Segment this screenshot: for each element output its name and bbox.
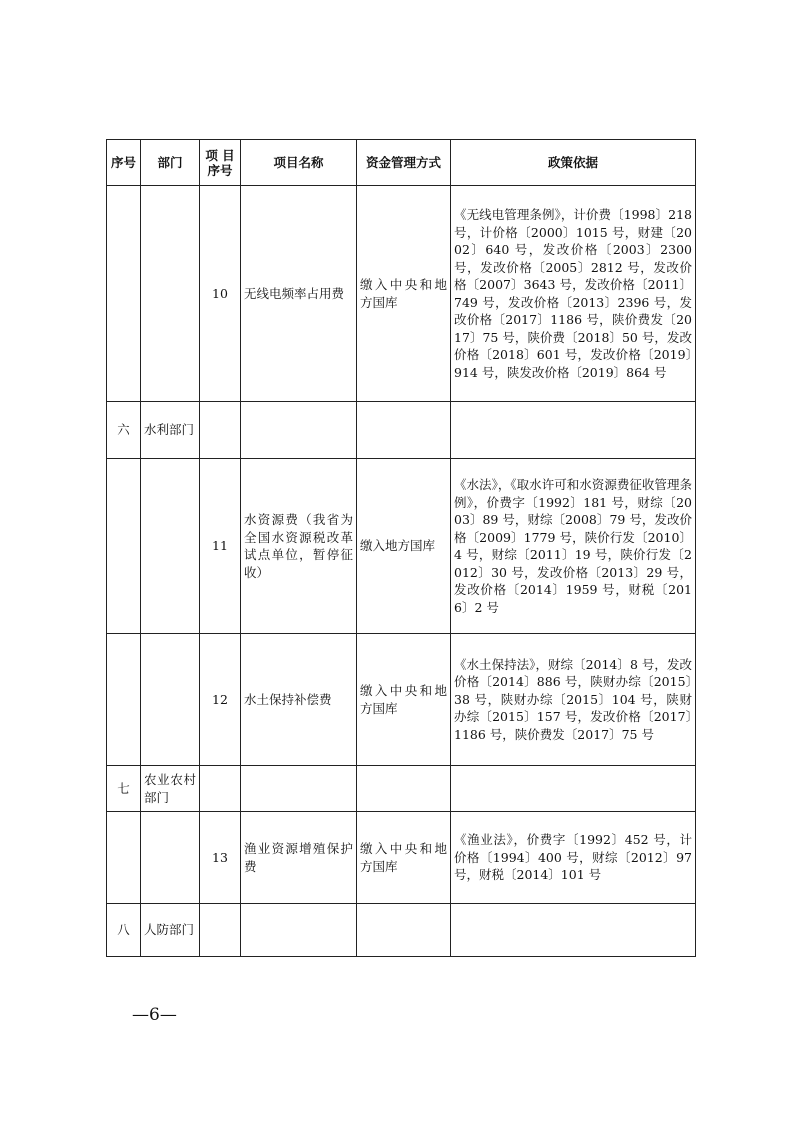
cell-item-seq: 10 <box>200 186 241 402</box>
cell-fund: 缴入中央和地方国库 <box>357 812 451 904</box>
cell-fund <box>357 402 451 459</box>
cell-dept <box>141 812 200 904</box>
page-number: —6— <box>132 1005 177 1025</box>
cell-name <box>241 904 357 957</box>
cell-seq: 八 <box>107 904 141 957</box>
cell-name: 渔业资源增殖保护费 <box>241 812 357 904</box>
header-fund: 资金管理方式 <box>357 140 451 186</box>
header-dept: 部门 <box>141 140 200 186</box>
table-row <box>107 186 696 402</box>
cell-fund: 缴入中央和地方国库 <box>357 634 451 766</box>
cell-fund <box>357 904 451 957</box>
cell-policy: 《渔业法》，价费字〔1992〕452 号，计价格〔1994〕400 号，财综〔2012〕97 号，财税〔2014〕101 号 <box>451 812 696 904</box>
header-row <box>107 140 696 186</box>
table-row <box>107 904 696 957</box>
table-row <box>107 766 696 812</box>
cell-item-seq: 11 <box>200 459 241 634</box>
cell-dept: 农业农村部门 <box>141 766 200 812</box>
header-seq: 序号 <box>107 140 141 186</box>
cell-dept <box>141 634 200 766</box>
table-row <box>107 459 696 634</box>
cell-seq <box>107 186 141 402</box>
cell-fund <box>357 766 451 812</box>
cell-item-seq <box>200 402 241 459</box>
cell-seq <box>107 459 141 634</box>
cell-seq: 六 <box>107 402 141 459</box>
cell-policy: 《水土保持法》，财综〔2014〕8 号，发改价格〔2014〕886 号，陕财办综〔2015〕38 号，陕财办综〔2015〕104 号，陕财办综〔2015〕157 号，发改价格〔2017〕1186 号，陕价费发〔2017〕75 号 <box>451 634 696 766</box>
cell-name <box>241 402 357 459</box>
table-row <box>107 402 696 459</box>
cell-policy <box>451 766 696 812</box>
cell-policy <box>451 402 696 459</box>
cell-dept <box>141 459 200 634</box>
fee-table <box>106 139 696 957</box>
cell-name <box>241 766 357 812</box>
cell-dept: 水利部门 <box>141 402 200 459</box>
cell-fund: 缴入地方国库 <box>357 459 451 634</box>
table-row <box>107 812 696 904</box>
cell-policy: 《水法》，《取水许可和水资源费征收管理条例》，价费字〔1992〕181 号，财综〔2003〕89 号，财综〔2008〕79 号，发改价格〔2009〕1779 号，陕价行发〔2010〕4 号，财综〔2011〕19 号，陕价行发〔2012〕30 号，发改价格〔2013〕29 号，发改价格〔2014〕1959 号，财税〔2016〕2 号 <box>451 459 696 634</box>
cell-item-seq <box>200 904 241 957</box>
header-policy: 政策依据 <box>451 140 696 186</box>
cell-fund: 缴入中央和地方国库 <box>357 186 451 402</box>
table-row <box>107 634 696 766</box>
cell-item-seq: 13 <box>200 812 241 904</box>
header-item-seq: 项 目 序号 <box>200 140 241 186</box>
cell-item-seq <box>200 766 241 812</box>
cell-seq <box>107 634 141 766</box>
cell-name: 水资源费（我省为全国水资源税改革试点单位，暂停征收） <box>241 459 357 634</box>
cell-policy: 《无线电管理条例》，计价费〔1998〕218 号，计价格〔2000〕1015 号，财建〔2002〕640 号，发改价格〔2003〕2300 号，发改价格〔2005〕2812 号，发改价格〔2007〕3643 号，发改价格〔2011〕749 号，发改价格〔2013〕2396 号，发改价格〔2017〕1186 号，陕价费发〔2017〕75 号，陕价费〔2018〕50 号，发改价格〔2018〕601 号，发改价格〔2019〕914 号，陕发改价格〔2019〕864 号 <box>451 186 696 402</box>
cell-seq <box>107 812 141 904</box>
cell-name: 无线电频率占用费 <box>241 186 357 402</box>
cell-policy <box>451 904 696 957</box>
cell-item-seq: 12 <box>200 634 241 766</box>
header-name: 项目名称 <box>241 140 357 186</box>
cell-dept <box>141 186 200 402</box>
cell-seq: 七 <box>107 766 141 812</box>
cell-dept: 人防部门 <box>141 904 200 957</box>
cell-name: 水土保持补偿费 <box>241 634 357 766</box>
